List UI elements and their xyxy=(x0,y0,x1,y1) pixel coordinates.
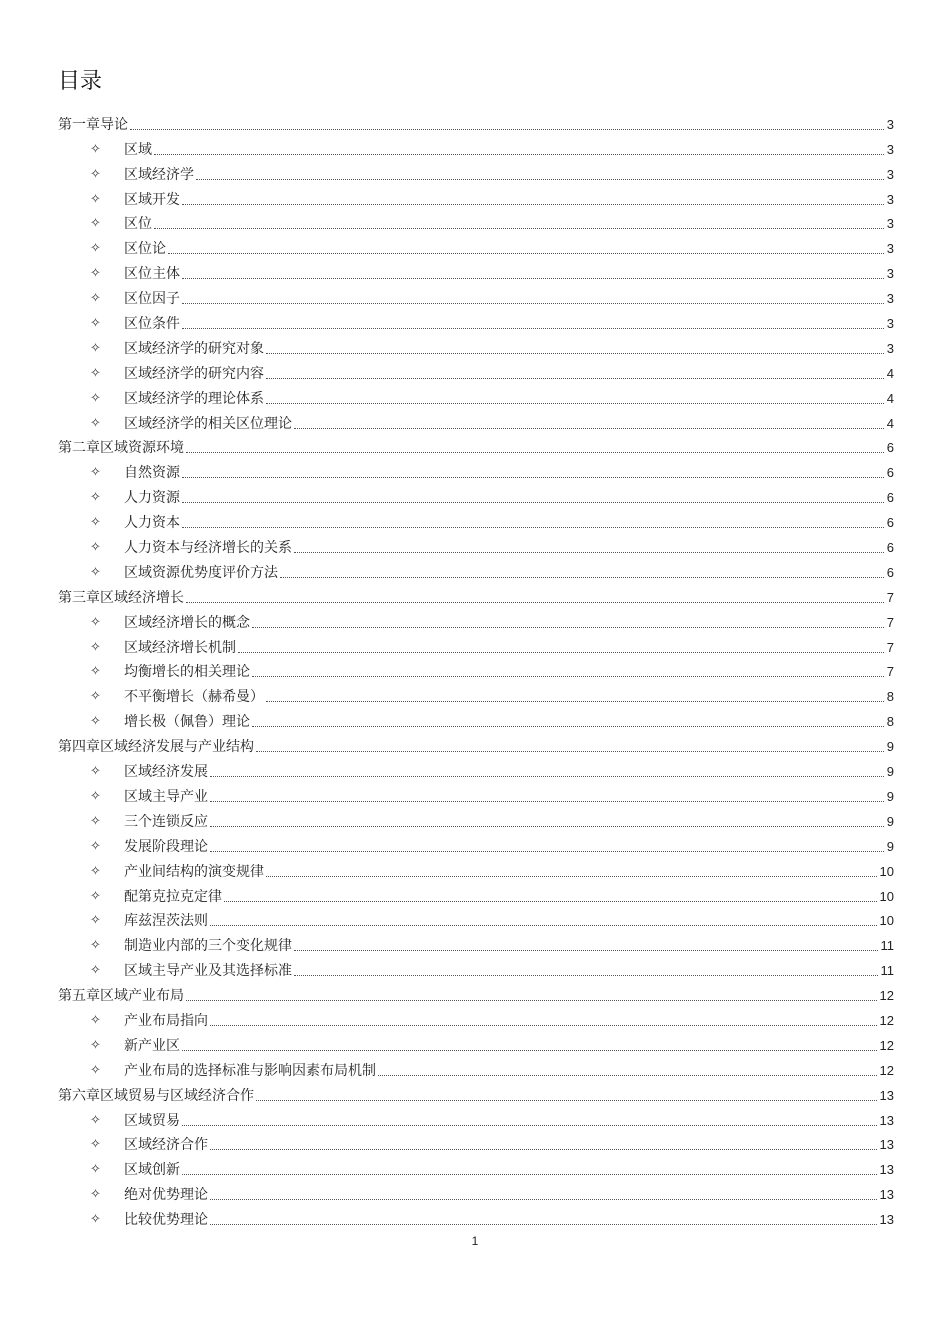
dot-leader xyxy=(280,577,884,578)
toc-entry-page: 9 xyxy=(886,788,894,804)
dot-leader xyxy=(294,428,884,429)
dot-leader xyxy=(186,1000,877,1001)
diamond-star-icon: ✧ xyxy=(90,664,101,680)
toc-entry-label: 区域经济学的研究内容 xyxy=(124,365,264,382)
toc-entry-page: 4 xyxy=(886,390,894,406)
diamond-star-icon: ✧ xyxy=(90,689,101,705)
diamond-star-icon: ✧ xyxy=(90,365,101,381)
dot-leader xyxy=(210,826,884,827)
toc-entry-page: 3 xyxy=(886,166,894,182)
toc-item-entry[interactable] xyxy=(58,1029,894,1054)
toc-entry-page: 6 xyxy=(886,440,894,456)
toc-entry-page: 13 xyxy=(879,1112,894,1128)
toc-item-entry[interactable] xyxy=(58,680,894,705)
diamond-star-icon: ✧ xyxy=(90,540,101,556)
toc-entry-page: 3 xyxy=(886,266,894,282)
toc-item-entry[interactable] xyxy=(58,382,894,407)
toc-entry-label: 产业间结构的演变规律 xyxy=(124,863,264,880)
toc-item-entry[interactable] xyxy=(58,531,894,556)
diamond-star-icon: ✧ xyxy=(90,191,101,207)
diamond-star-icon: ✧ xyxy=(90,465,101,481)
dot-leader xyxy=(224,901,877,902)
diamond-star-icon: ✧ xyxy=(90,216,101,232)
toc-entry-label: 第二章区域资源环境 xyxy=(58,440,184,457)
dot-leader xyxy=(266,701,884,702)
dot-leader xyxy=(186,452,884,453)
toc-entry-page: 4 xyxy=(886,365,894,381)
toc-entry-label: 区域资源优势度评价方法 xyxy=(124,564,278,581)
toc-entry-page: 3 xyxy=(886,291,894,307)
diamond-star-icon: ✧ xyxy=(90,390,101,406)
toc-entry-page: 3 xyxy=(886,116,894,132)
toc-entry-page: 10 xyxy=(879,888,894,904)
toc-entry-label: 均衡增长的相关理论 xyxy=(124,664,250,681)
toc-entry-page: 3 xyxy=(886,141,894,157)
toc-chapter-entry[interactable] xyxy=(58,108,894,133)
diamond-star-icon: ✧ xyxy=(90,963,101,979)
diamond-star-icon: ✧ xyxy=(90,340,101,356)
toc-item-entry[interactable] xyxy=(58,1203,894,1228)
toc-entry-page: 11 xyxy=(880,963,894,979)
toc-entry-label: 配第克拉克定律 xyxy=(124,888,222,905)
dot-leader xyxy=(196,179,884,180)
toc-entry-page: 3 xyxy=(886,216,894,232)
toc-entry-label: 产业布局的选择标准与影响因素布局机制 xyxy=(124,1062,376,1079)
toc-entry-page: 6 xyxy=(886,515,894,531)
toc-item-entry[interactable] xyxy=(58,257,894,282)
toc-entry-page: 3 xyxy=(886,340,894,356)
toc-entry-label: 三个连锁反应 xyxy=(124,813,208,830)
dot-leader xyxy=(294,975,878,976)
dot-leader xyxy=(256,1100,877,1101)
toc-entry-label: 绝对优势理论 xyxy=(124,1187,208,1204)
toc-item-entry[interactable] xyxy=(58,183,894,208)
toc-item-entry[interactable] xyxy=(58,805,894,830)
toc-entry-label: 不平衡增长（赫希曼） xyxy=(124,689,264,706)
toc-item-entry[interactable] xyxy=(58,905,894,930)
diamond-star-icon: ✧ xyxy=(90,714,101,730)
toc-item-entry[interactable] xyxy=(58,1104,894,1129)
toc-entry-label: 区位论 xyxy=(124,241,166,258)
toc-entry-page: 13 xyxy=(879,1187,894,1203)
diamond-star-icon: ✧ xyxy=(90,241,101,257)
toc-entry-label: 区位条件 xyxy=(124,316,180,333)
toc-item-entry[interactable] xyxy=(58,1178,894,1203)
diamond-star-icon: ✧ xyxy=(90,515,101,531)
toc-item-entry[interactable] xyxy=(58,357,894,382)
dot-leader xyxy=(252,627,884,628)
dot-leader xyxy=(182,1125,877,1126)
toc-entry-label: 增长极（佩鲁）理论 xyxy=(124,714,250,731)
toc-item-entry[interactable] xyxy=(58,755,894,780)
toc-entry-page: 8 xyxy=(886,689,894,705)
toc-entry-label: 区位主体 xyxy=(124,266,180,283)
dot-leader xyxy=(210,851,884,852)
dot-leader xyxy=(182,1050,877,1051)
toc-chapter-entry[interactable] xyxy=(58,432,894,457)
toc-entry-label: 库兹涅茨法则 xyxy=(124,913,208,930)
diamond-star-icon: ✧ xyxy=(90,1162,101,1178)
dot-leader xyxy=(266,876,877,877)
toc-item-entry[interactable] xyxy=(58,656,894,681)
toc-entry-label: 新产业区 xyxy=(124,1037,180,1054)
toc-item-entry[interactable] xyxy=(58,232,894,257)
dot-leader xyxy=(154,228,884,229)
toc-entry-label: 发展阶段理论 xyxy=(124,838,208,855)
dot-leader xyxy=(182,502,884,503)
toc-item-entry[interactable] xyxy=(58,954,894,979)
toc-entry-label: 区域主导产业 xyxy=(124,788,208,805)
toc-item-entry[interactable] xyxy=(58,332,894,357)
toc-entry-label: 区域经济学 xyxy=(124,166,194,183)
diamond-star-icon: ✧ xyxy=(90,490,101,506)
toc-entry-label: 第五章区域产业布局 xyxy=(58,988,184,1005)
toc-entry-page: 13 xyxy=(879,1137,894,1153)
toc-entry-page: 12 xyxy=(879,1012,894,1028)
diamond-star-icon: ✧ xyxy=(90,813,101,829)
toc-chapter-entry[interactable] xyxy=(58,581,894,606)
toc-entry-page: 4 xyxy=(886,415,894,431)
dot-leader xyxy=(266,378,884,379)
toc-list xyxy=(58,108,894,1228)
toc-entry-label: 人力资本 xyxy=(124,515,180,532)
toc-chapter-entry[interactable] xyxy=(58,979,894,1004)
toc-entry-page: 8 xyxy=(886,714,894,730)
diamond-star-icon: ✧ xyxy=(90,614,101,630)
diamond-star-icon: ✧ xyxy=(90,764,101,780)
toc-item-entry[interactable] xyxy=(58,282,894,307)
toc-entry-label: 区域经济学的理论体系 xyxy=(124,390,264,407)
dot-leader xyxy=(210,1149,877,1150)
dot-leader xyxy=(294,950,878,951)
toc-entry-page: 12 xyxy=(879,1062,894,1078)
dot-leader xyxy=(210,1224,877,1225)
toc-entry-page: 13 xyxy=(879,1087,894,1103)
toc-item-entry[interactable] xyxy=(58,481,894,506)
toc-entry-page: 10 xyxy=(879,913,894,929)
toc-item-entry[interactable] xyxy=(58,855,894,880)
toc-entry-label: 制造业内部的三个变化规律 xyxy=(124,938,292,955)
dot-leader xyxy=(182,278,884,279)
toc-entry-page: 7 xyxy=(886,664,894,680)
toc-item-entry[interactable] xyxy=(58,780,894,805)
toc-chapter-entry[interactable] xyxy=(58,730,894,755)
diamond-star-icon: ✧ xyxy=(90,913,101,929)
toc-item-entry[interactable] xyxy=(58,506,894,531)
toc-entry-label: 区域经济学的相关区位理论 xyxy=(124,415,292,432)
dot-leader xyxy=(154,154,884,155)
toc-entry-page: 13 xyxy=(879,1212,894,1228)
diamond-star-icon: ✧ xyxy=(90,788,101,804)
toc-entry-label: 人力资本与经济增长的关系 xyxy=(124,540,292,557)
toc-entry-label: 区位 xyxy=(124,216,152,233)
toc-entry-label: 产业布局指向 xyxy=(124,1012,208,1029)
toc-item-entry[interactable] xyxy=(58,1153,894,1178)
toc-entry-page: 12 xyxy=(879,1037,894,1053)
dot-leader xyxy=(182,1174,877,1175)
toc-entry-label: 第一章导论 xyxy=(58,116,128,133)
dot-leader xyxy=(378,1075,877,1076)
dot-leader xyxy=(182,204,884,205)
toc-item-entry[interactable] xyxy=(58,456,894,481)
toc-item-entry[interactable] xyxy=(58,1129,894,1154)
toc-item-entry[interactable] xyxy=(58,407,894,432)
toc-entry-label: 第三章区域经济增长 xyxy=(58,589,184,606)
toc-entry-page: 6 xyxy=(886,465,894,481)
toc-entry-page: 6 xyxy=(886,490,894,506)
toc-entry-page: 7 xyxy=(886,589,894,605)
toc-entry-label: 区域经济增长机制 xyxy=(124,639,236,656)
toc-item-entry[interactable] xyxy=(58,880,894,905)
toc-entry-page: 7 xyxy=(886,614,894,630)
diamond-star-icon: ✧ xyxy=(90,166,101,182)
toc-entry-page: 9 xyxy=(886,813,894,829)
toc-item-entry[interactable] xyxy=(58,158,894,183)
toc-entry-page: 3 xyxy=(886,191,894,207)
dot-leader xyxy=(210,925,877,926)
diamond-star-icon: ✧ xyxy=(90,1037,101,1053)
diamond-star-icon: ✧ xyxy=(90,1012,101,1028)
toc-item-entry[interactable] xyxy=(58,705,894,730)
diamond-star-icon: ✧ xyxy=(90,1137,101,1153)
dot-leader xyxy=(182,303,884,304)
toc-item-entry[interactable] xyxy=(58,556,894,581)
toc-entry-label: 区域经济增长的概念 xyxy=(124,614,250,631)
toc-entry-label: 区域开发 xyxy=(124,191,180,208)
toc-entry-page: 11 xyxy=(880,938,894,954)
toc-entry-label: 区域 xyxy=(124,141,152,158)
toc-item-entry[interactable] xyxy=(58,307,894,332)
toc-chapter-entry[interactable] xyxy=(58,1079,894,1104)
dot-leader xyxy=(256,751,884,752)
toc-item-entry[interactable] xyxy=(58,133,894,158)
toc-entry-label: 第四章区域经济发展与产业结构 xyxy=(58,739,254,756)
toc-entry-page: 7 xyxy=(886,639,894,655)
toc-entry-label: 区域贸易 xyxy=(124,1112,180,1129)
dot-leader xyxy=(252,726,884,727)
toc-entry-page: 3 xyxy=(886,241,894,257)
toc-entry-page: 13 xyxy=(879,1162,894,1178)
dot-leader xyxy=(210,801,884,802)
diamond-star-icon: ✧ xyxy=(90,1212,101,1228)
toc-entry-label: 区域经济发展 xyxy=(124,764,208,781)
dot-leader xyxy=(266,353,884,354)
dot-leader xyxy=(252,676,884,677)
toc-entry-label: 区位因子 xyxy=(124,291,180,308)
toc-entry-page: 12 xyxy=(879,988,894,1004)
diamond-star-icon: ✧ xyxy=(90,1062,101,1078)
toc-entry-page: 3 xyxy=(886,316,894,332)
diamond-star-icon: ✧ xyxy=(90,266,101,282)
toc-entry-label: 自然资源 xyxy=(124,465,180,482)
toc-item-entry[interactable] xyxy=(58,830,894,855)
dot-leader xyxy=(294,552,884,553)
toc-entry-page: 9 xyxy=(886,764,894,780)
toc-entry-label: 第六章区域贸易与区域经济合作 xyxy=(58,1087,254,1104)
toc-entry-label: 区域主导产业及其选择标准 xyxy=(124,963,292,980)
diamond-star-icon: ✧ xyxy=(90,938,101,954)
toc-entry-label: 人力资源 xyxy=(124,490,180,507)
toc-entry-page: 9 xyxy=(886,838,894,854)
toc-entry-page: 9 xyxy=(886,739,894,755)
dot-leader xyxy=(186,602,884,603)
toc-item-entry[interactable] xyxy=(58,631,894,656)
dot-leader xyxy=(266,403,884,404)
diamond-star-icon: ✧ xyxy=(90,1112,101,1128)
toc-entry-page: 6 xyxy=(886,540,894,556)
diamond-star-icon: ✧ xyxy=(90,291,101,307)
toc-entry-page: 6 xyxy=(886,564,894,580)
diamond-star-icon: ✧ xyxy=(90,838,101,854)
diamond-star-icon: ✧ xyxy=(90,639,101,655)
diamond-star-icon: ✧ xyxy=(90,888,101,904)
dot-leader xyxy=(130,129,884,130)
dot-leader xyxy=(168,253,884,254)
toc-item-entry[interactable] xyxy=(58,606,894,631)
toc-item-entry[interactable] xyxy=(58,929,894,954)
dot-leader xyxy=(210,1025,877,1026)
diamond-star-icon: ✧ xyxy=(90,1187,101,1203)
toc-entry-page: 10 xyxy=(879,863,894,879)
dot-leader xyxy=(210,776,884,777)
diamond-star-icon: ✧ xyxy=(90,316,101,332)
toc-entry-label: 区域创新 xyxy=(124,1162,180,1179)
toc-entry-label: 比较优势理论 xyxy=(124,1212,208,1229)
diamond-star-icon: ✧ xyxy=(90,564,101,580)
page-number: 1 xyxy=(471,1234,479,1248)
toc-item-entry[interactable] xyxy=(58,208,894,233)
toc-item-entry[interactable] xyxy=(58,1054,894,1079)
diamond-star-icon: ✧ xyxy=(90,141,101,157)
toc-title: 目录 xyxy=(58,69,103,94)
dot-leader xyxy=(182,477,884,478)
dot-leader xyxy=(210,1199,877,1200)
dot-leader xyxy=(182,328,884,329)
diamond-star-icon: ✧ xyxy=(90,415,101,431)
dot-leader xyxy=(182,527,884,528)
diamond-star-icon: ✧ xyxy=(90,863,101,879)
dot-leader xyxy=(238,652,884,653)
toc-item-entry[interactable] xyxy=(58,1004,894,1029)
toc-entry-label: 区域经济合作 xyxy=(124,1137,208,1154)
toc-entry-label: 区域经济学的研究对象 xyxy=(124,340,264,357)
